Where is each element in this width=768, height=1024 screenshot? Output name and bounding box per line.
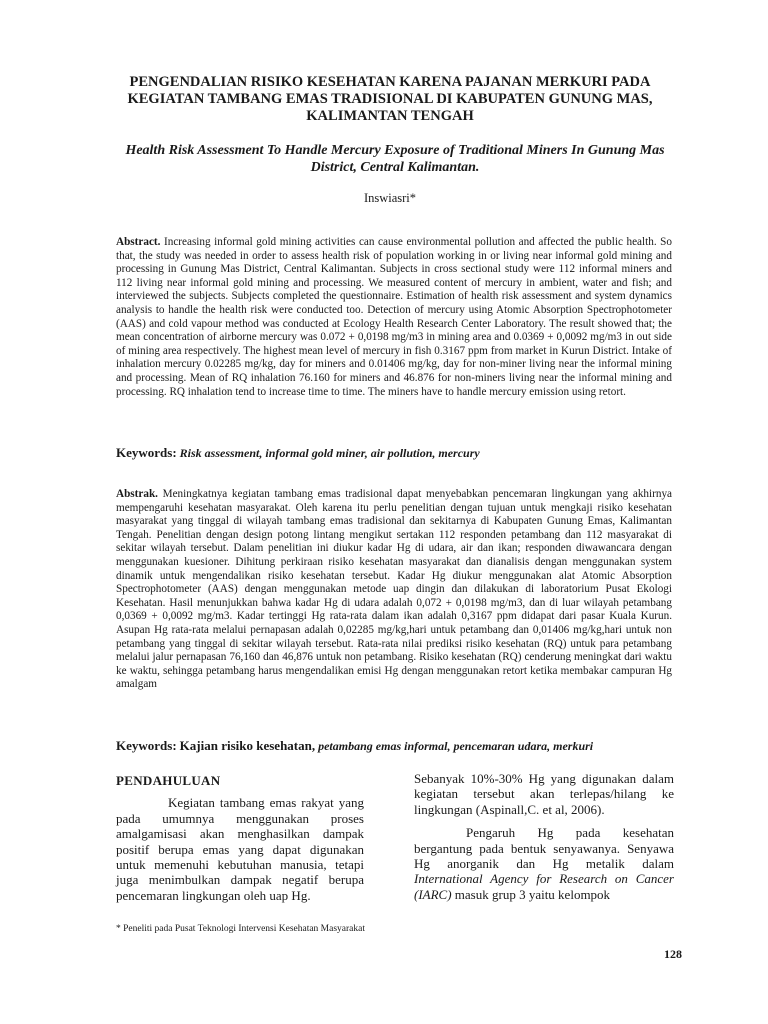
paper-title-english: Health Risk Assessment To Handle Mercury Exposure of Traditional Miners In Gunung Mas District, Central Kalimantan. xyxy=(125,143,665,175)
keywords-text: Risk assessment, informal gold miner, air pollution, mercury xyxy=(179,446,480,460)
section-heading: PENDAHULUAN xyxy=(116,773,221,788)
abstract-indonesian xyxy=(116,488,672,692)
intro-paragraph-3 xyxy=(414,825,674,902)
paper-title: PENGENDALIAN RISIKO KESEHATAN KARENA PAJANAN MERKURI PADA KEGIATAN TAMBANG EMAS TRADISIONAL DI KABUPATEN GUNUNG MAS, KALIMANTAN TENGAH xyxy=(127,74,653,124)
abstract-text: Increasing informal gold mining activities can cause environmental pollution and affected the public health. So that, the study was needed in order to assess health risk of population working in or living near informal gold mining and processing in Gunung Mas District, Central Kalimantan. Subjects in cross sectional study were 112 informal miners and 112 living near informal gold mining and processing. We measured content of mercury in ambient, water and fish; and interviewed the subjects. Subjects completed the questionnaire. Estimation of health risk assessment and system dynamics analysis to handle the health risk were conducted too. Detection of mercury using Atomic Absorption Spectrophotometer (AAS) and cold vapour method was conducted at Ecology Health Research Center Laboratory. The result showed that; the mean concentration of airborne mercury was 0.072 + 0,0198 mg/m3 in mining area and 0.0369 + 0,0092 mg/m3 in out side of mining area respectively. The highest mean level of mercury in fish 0.3167 ppm from market in Kurun District. Intake of inhalation mercury 0.02285 mg/kg, day for miners and 0.01406 mg/kg, day for non-miner living near the informal mining and processing. Mean of RQ inhalation 76.160 for miners and 46.876 for non-miners living near the informal mining and processing. RQ inhalation tend to increase time to time. The miners have to handle mercury emission using retort. xyxy=(116,236,672,398)
para3-italic: International Agency for Research on Cancer (IARC) xyxy=(414,871,674,902)
abstrak-label: Abstrak. xyxy=(116,488,158,500)
intro-paragraph-2: Sebanyak 10%-30% Hg yang digunakan dalam kegiatan tersebut akan terlepas/hilang ke lingkungan (Aspinall,C. et al, 2006). xyxy=(414,771,674,817)
author-footnote: * Peneliti pada Pusat Teknologi Intervensi Kesehatan Masyarakat xyxy=(116,924,365,934)
para3-part-a: Pengaruh Hg pada kesehatan bergantung pada bentuk senyawanya. Senyawa Hg anorganik dan Hg metalik dalam xyxy=(414,825,674,872)
abstract-label: Abstract. xyxy=(116,236,161,248)
page-number: 128 xyxy=(664,947,682,961)
keywords-english xyxy=(116,445,480,461)
abstrak-text: Meningkatnya kegiatan tambang emas tradisional dapat menyebabkan pencemaran lingkungan yang akhirnya mempengaruhi kesehatan masyarakat. Oleh karena itu perlu penelitian dengan tujuan untuk mengkaji risiko kesehatan masyarakat yang tinggal di wilayah tambang emas tradisional dan sekitarnya di Kabupaten Gunung Emas, Kalimantan Tengah. Penelitian dengan design potong lintang mengikut sertakan 112 responden petambang dan 112 masyarakat di sekitar wilayah tersebut. Dalam penelitian ini diukur kadar Hg di udara, air dan ikan; responden diwawancara dengan menggunakan kuesioner. Dihitung perkiraan risiko kesehatan masyarakat dan dianalisis dengan menggunakan system dinamik untuk mengendalikan risiko kesehatan tersebut. Kadar Hg diukur menggunakan alat Atomic Absorption Spectrophotometer (AAS) dengan menggunakan metode uap dingin dan dilakukan di laboratorium Pusat Ekologi Kesehatan. Hasil menunjukkan bahwa kadar Hg di udara adalah 0,072 + 0,0198 mg/m3, dan di luar wilayah petambang 0,0369 + 0,0092 mg/m3. Kadar tertinggi Hg rata-rata dalam ikan adalah 0,3167 ppm didapat dari pasar Kuala Kurun. Asupan Hg rata-rata melalui pernapasan adalah 0,02285 mg/kg,hari untuk petambang dan 0,01406 mg/kg,hari untuk non petambang yang tinggal di sekitar wilayah tersebut. Rata-rata nilai prediksi risiko kesehatan (RQ) untuk para petambang melalui jalur pernapasan 76,160 dan 46,876 untuk non petambang. Risiko kesehatan (RQ) cenderung meningkat dari waktu ke waktu, sehingga petambang harus mengendalikan emisi Hg dengan menggunakan retort ketika membakar campuran Hg amalgam xyxy=(116,488,672,691)
keywords-indonesian xyxy=(116,738,593,754)
body-column-right xyxy=(414,771,674,902)
para3-part-b: masuk grup 3 yaitu kelompok xyxy=(454,886,611,902)
keywords-id-bold: Kajian risiko kesehatan, xyxy=(179,738,316,753)
author-name: Inswiasri* xyxy=(363,191,417,205)
keywords-id-italic: petambang emas informal, pencemaran udara, merkuri xyxy=(318,739,594,753)
keywords-id-label: Keywords: xyxy=(116,738,177,753)
abstract-english xyxy=(116,236,672,399)
body-column-left xyxy=(116,773,364,903)
intro-paragraph: Kegiatan tambang emas rakyat yang pada umumnya menggunakan proses amalgamisasi akan menghasilkan dampak positif berupa emas yang dapat digunakan untuk memenuhi kebutuhan manusia, tetapi juga menimbulkan dampak negatif berupa pencemaran lingkungan oleh uap Hg. xyxy=(116,795,364,903)
keywords-label: Keywords: xyxy=(116,445,177,460)
